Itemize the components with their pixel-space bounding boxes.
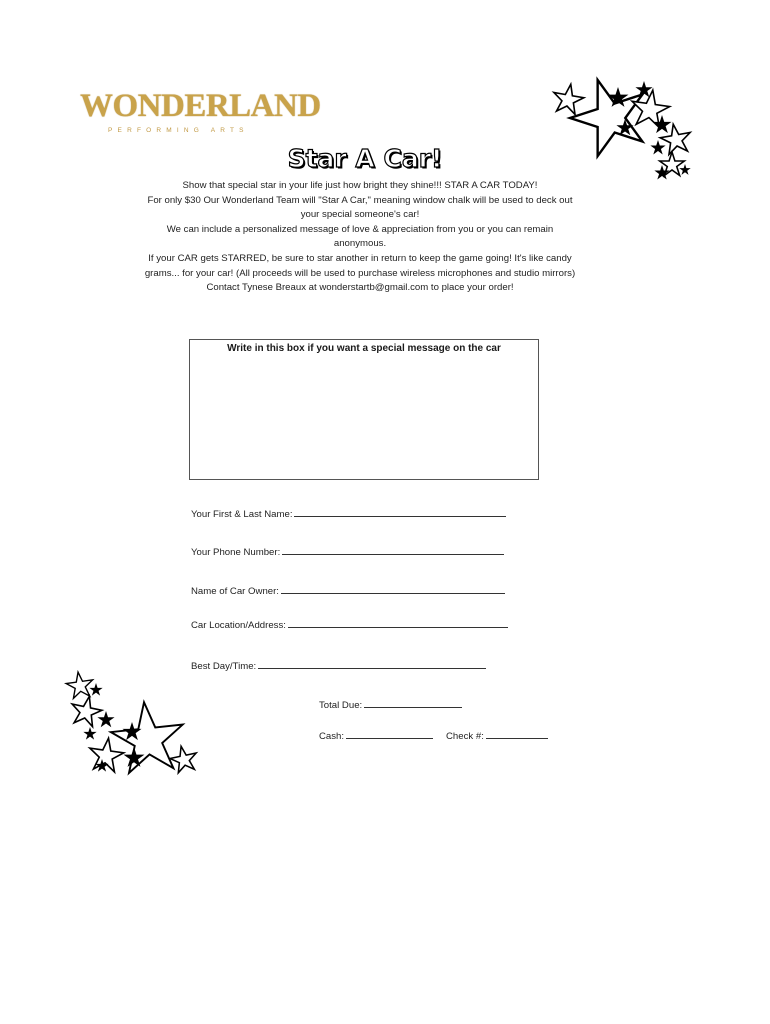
logo-name: WONDERLAND <box>80 88 321 124</box>
intro-line: If your CAR gets STARRED, be sure to star another in return to keep the game going! It's like candy <box>148 252 572 264</box>
field-label: Check #: <box>446 731 484 742</box>
intro-line: grams... for your car! (All proceeds will be used to purchase wireless microphones and studio mirrors) <box>144 267 576 279</box>
first-last-name-field[interactable] <box>191 507 506 521</box>
field-label: Name of Car Owner: <box>191 586 279 597</box>
cash-blank-line[interactable] <box>346 729 433 739</box>
car-owner-field[interactable] <box>191 584 505 598</box>
intro-line: Contact Tynese Breaux at wonderstartb@gmail.com to place your order! <box>206 282 514 294</box>
name-blank-line[interactable] <box>294 507 506 517</box>
special-message-box[interactable] <box>189 339 539 480</box>
star-cluster-bottom-left-icon <box>62 668 207 783</box>
intro-line: Show that special star in your life just how bright they shine!!! STAR A CAR TODAY! <box>182 180 538 191</box>
total-due-field[interactable] <box>319 698 462 712</box>
intro-line: anonymous. <box>333 238 387 250</box>
phone-blank-line[interactable] <box>282 545 504 555</box>
check-number-field[interactable] <box>446 729 548 743</box>
total-due-blank-line[interactable] <box>364 698 462 708</box>
field-label: Your First & Last Name: <box>191 509 293 520</box>
field-label: Cash: <box>319 731 345 742</box>
location-blank-line[interactable] <box>288 618 508 628</box>
best-day-time-field[interactable] <box>191 659 486 673</box>
page-title: Star A Car! <box>287 144 443 173</box>
best-time-blank-line[interactable] <box>258 659 486 669</box>
cash-field[interactable] <box>319 729 433 743</box>
star-cluster-top-right-icon <box>540 70 700 195</box>
owner-blank-line[interactable] <box>281 584 505 594</box>
field-label: Best Day/Time: <box>191 661 257 672</box>
message-box-label: Write in this box if you want a special message on the car <box>227 343 501 354</box>
field-label: Total Due: <box>319 700 363 711</box>
intro-paragraph <box>125 179 595 296</box>
check-blank-line[interactable] <box>486 729 548 739</box>
logo-tagline: PERFORMING ARTS <box>108 127 249 134</box>
phone-number-field[interactable] <box>191 545 504 559</box>
intro-line: For only $30 Our Wonderland Team will "Star A Car," meaning window chalk will be used to deck out <box>147 194 573 206</box>
intro-line: We can include a personalized message of love & appreciation from you or you can remain <box>166 223 554 235</box>
intro-line: your special someone's car! <box>300 209 420 221</box>
wonderland-logo <box>80 84 321 144</box>
car-location-field[interactable] <box>191 618 508 632</box>
field-label: Your Phone Number: <box>191 547 281 558</box>
field-label: Car Location/Address: <box>191 620 286 631</box>
